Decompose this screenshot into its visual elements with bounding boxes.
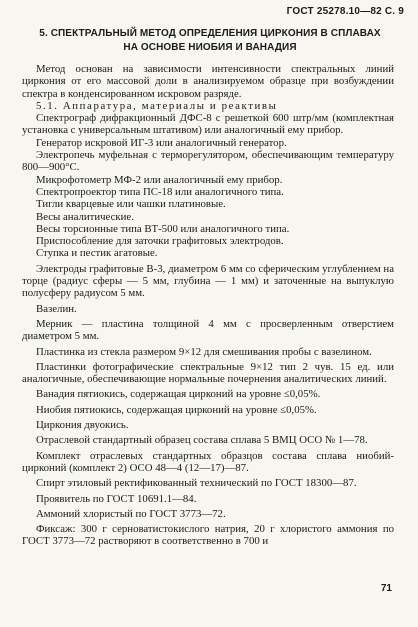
paragraph-generator: Генератор искровой ИГ-3 или аналогичный генератор. xyxy=(36,136,287,149)
paragraph-sharpening-device: Приспособление для заточки графитовых электродов. xyxy=(36,235,284,248)
paragraph-photo-plates: Пластинки фотографические спектральные 9×12 тип 2 чув. 15 ед. или аналогичные, обеспечивающие нормальные почернения аналитических линий. xyxy=(22,360,394,386)
paragraph-mortar-pestle: Ступка и пестик агатовые. xyxy=(36,247,158,260)
section-title xyxy=(30,27,390,55)
paragraph-muffle-furnace: Электропечь муфельная с терморегулятором, обеспечивающим температуру 800—900°С. xyxy=(22,149,394,174)
paragraph-microphotometer: Микрофотометр МФ-2 или аналогичный ему прибор. xyxy=(36,173,283,186)
section-title-line-1: 5. СПЕКТРАЛЬНЫЙ МЕТОД ОПРЕДЕЛЕНИЯ ЦИРКОНИЯ В СПЛАВАХ xyxy=(39,28,381,39)
paragraph-analytical-balance: Весы аналитические. xyxy=(36,210,134,223)
section-title-line-2: НА ОСНОВЕ НИОБИЯ И ВАНАДИЯ xyxy=(123,42,297,53)
paragraph-method-description: Метод основан на зависимости интенсивности спектральных линий циркония от его массовой доли в анализируемом образце при возбуждении спектра в конденсированном искровом разряде. xyxy=(22,63,394,100)
body-text xyxy=(22,63,394,548)
gost-header-code: ГОСТ 25278.10—82 С. 9 xyxy=(286,6,404,17)
paragraph-ammonium-chloride: Аммоний хлористый по ГОСТ 3773—72. xyxy=(36,507,226,520)
paragraph-torsion-balance: Весы торсионные типа ВТ-500 или аналогичного типа. xyxy=(36,222,290,235)
paragraph-glass-plate: Пластинка из стекла размером 9×12 для смешивания пробы с вазелином. xyxy=(36,345,372,358)
paragraph-standard-sample: Отраслевой стандартный образец состава сплава 5 ВМЦ ОСО № 1—78. xyxy=(36,434,368,447)
paragraph-graphite-electrodes: Электроды графитовые В-3, диаметром 6 мм со сферическим углублением на торце (радиус сферы — 5 мм, глубина — 1 мм) и заточенные на выпуклую полусферу радиусом 5 мм. xyxy=(22,262,394,300)
paragraph-spectrograph: Спектрограф дифракционный ДФС-8 с решеткой 600 штр/мм (комплектная установка с универсальным штативом) или аналогичный ему прибор. xyxy=(22,112,394,137)
paragraph-standard-set: Комплект отраслевых стандартных образцов состава сплава ниобий-цирконий (комплект 2) ОСО 48—4 (12—17)—87. xyxy=(22,449,394,474)
paragraph-crucibles: Тигли кварцевые или чашки платиновые. xyxy=(36,198,226,211)
paragraph-fixer: Фиксаж: 300 г серноватистокислого натрия, 20 г хлористого аммония по ГОСТ 3773—72 растворяют в соответственно в 700 и xyxy=(22,523,394,548)
paragraph-measuring-plate: Мерник — пластина толщиной 4 мм с просверленным отверстием диаметром 5 мм. xyxy=(22,317,394,343)
paragraph-developer: Проявитель по ГОСТ 10691.1—84. xyxy=(36,492,197,505)
paragraph-vanadium-pentoxide: Ванадия пятиокись, содержащая цирконий на уровне ≤0,05%. xyxy=(36,388,321,401)
paragraph-vaseline: Вазелин. xyxy=(36,302,77,315)
paragraph-spectroprojector: Спектропроектор типа ПС-18 или аналогичного типа. xyxy=(36,185,284,198)
subsection-heading: 5.1. Аппаратура, материалы и реактивы xyxy=(36,99,278,112)
page-number: 71 xyxy=(380,583,392,594)
paragraph-niobium-pentoxide: Ниобия пятиокись, содержащая цирконий на уровне ≤0,05%. xyxy=(36,403,317,416)
paragraph-zirconium-dioxide: Циркония двуокись. xyxy=(36,419,129,432)
paragraph-ethyl-alcohol: Спирт этиловый ректификованный технический по ГОСТ 18300—87. xyxy=(36,477,357,490)
